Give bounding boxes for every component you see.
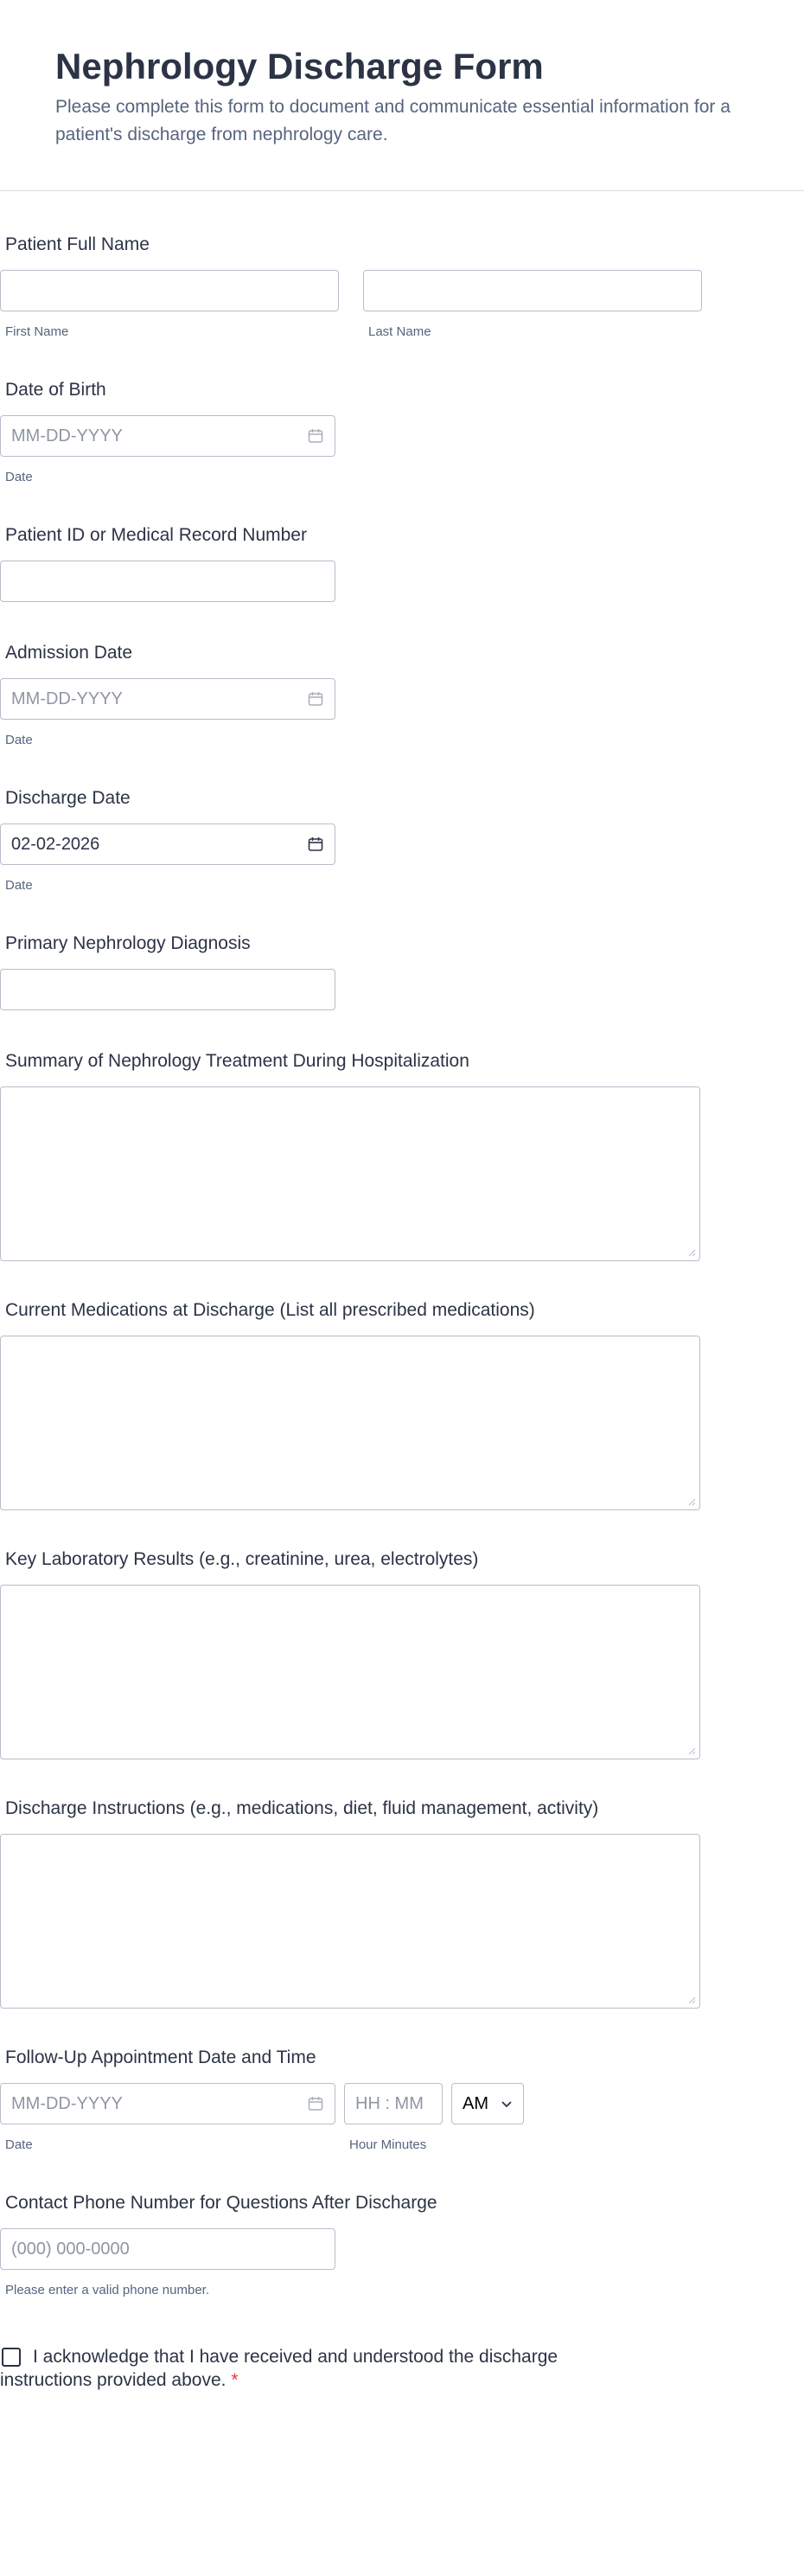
phone-input[interactable] xyxy=(0,2228,335,2270)
first-name-input[interactable] xyxy=(0,270,339,311)
follow-up-label: Follow-Up Appointment Date and Time xyxy=(5,2047,316,2067)
page-title: Nephrology Discharge Form xyxy=(55,46,544,87)
patient-id-input[interactable] xyxy=(0,561,335,602)
resize-handle-icon[interactable] xyxy=(687,1248,696,1257)
phone-label: Contact Phone Number for Questions After Discharge xyxy=(5,2193,437,2213)
calendar-icon[interactable] xyxy=(307,836,324,853)
acknowledge-text: I acknowledge that I have received and understood the discharge instructions provided above. xyxy=(0,2347,558,2390)
diagnosis-input[interactable] xyxy=(0,969,335,1010)
follow-up-time-sublabel: Hour Minutes xyxy=(349,2137,427,2152)
dob-sublabel: Date xyxy=(5,470,33,484)
admission-date-input[interactable] xyxy=(0,678,335,720)
first-name-sublabel: First Name xyxy=(5,324,69,339)
patient-name-label: Patient Full Name xyxy=(5,234,150,254)
phone-placeholder: (000) 000-0000 xyxy=(11,2239,130,2259)
dob-label: Date of Birth xyxy=(5,380,106,400)
phone-sublabel: Please enter a valid phone number. xyxy=(5,2283,209,2297)
discharge-date-sublabel: Date xyxy=(5,878,33,893)
admission-date-placeholder: MM-DD-YYYY xyxy=(11,689,123,708)
resize-handle-icon[interactable] xyxy=(687,1497,696,1506)
instructions-label: Discharge Instructions (e.g., medications, diet, fluid management, activity) xyxy=(5,1798,599,1818)
follow-up-time-placeholder: HH : MM xyxy=(355,2093,424,2113)
patient-id-label: Patient ID or Medical Record Number xyxy=(5,525,307,545)
follow-up-date-placeholder: MM-DD-YYYY xyxy=(11,2093,123,2113)
page-subtitle: Please complete this form to document and communicate essential information for a patient's discharge from nephrology care. xyxy=(55,97,731,144)
admission-date-label: Admission Date xyxy=(5,643,133,663)
chevron-down-icon xyxy=(501,2099,513,2108)
last-name-sublabel: Last Name xyxy=(368,324,431,339)
discharge-date-value: 02-02-2026 xyxy=(11,834,100,854)
calendar-icon[interactable] xyxy=(307,690,324,708)
lab-results-textarea[interactable] xyxy=(0,1585,700,1759)
resize-handle-icon[interactable] xyxy=(687,1746,696,1755)
follow-up-date-input[interactable] xyxy=(0,2083,335,2124)
ampm-value: AM xyxy=(463,2093,488,2113)
treatment-summary-textarea[interactable] xyxy=(0,1086,700,1261)
instructions-textarea[interactable] xyxy=(0,1834,700,2009)
last-name-input[interactable] xyxy=(363,270,702,311)
follow-up-time-input[interactable] xyxy=(344,2083,443,2124)
medications-textarea[interactable] xyxy=(0,1336,700,1510)
calendar-icon[interactable] xyxy=(307,427,324,445)
discharge-date-label: Discharge Date xyxy=(5,788,131,808)
follow-up-date-sublabel: Date xyxy=(5,2137,33,2152)
ampm-select[interactable] xyxy=(451,2083,524,2124)
required-asterisk: * xyxy=(231,2370,239,2390)
dob-placeholder: MM-DD-YYYY xyxy=(11,426,123,445)
diagnosis-label: Primary Nephrology Diagnosis xyxy=(5,933,251,953)
admission-date-sublabel: Date xyxy=(5,733,33,747)
dob-input[interactable] xyxy=(0,415,335,457)
medications-label: Current Medications at Discharge (List all prescribed medications) xyxy=(5,1300,535,1320)
lab-results-label: Key Laboratory Results (e.g., creatinine, urea, electrolytes) xyxy=(5,1549,479,1569)
form-header xyxy=(0,0,804,191)
treatment-summary-label: Summary of Nephrology Treatment During Hospitalization xyxy=(5,1051,469,1071)
resize-handle-icon[interactable] xyxy=(687,1996,696,2004)
acknowledge-label xyxy=(0,2345,605,2392)
calendar-icon[interactable] xyxy=(307,2095,324,2112)
discharge-date-input[interactable] xyxy=(0,823,335,865)
